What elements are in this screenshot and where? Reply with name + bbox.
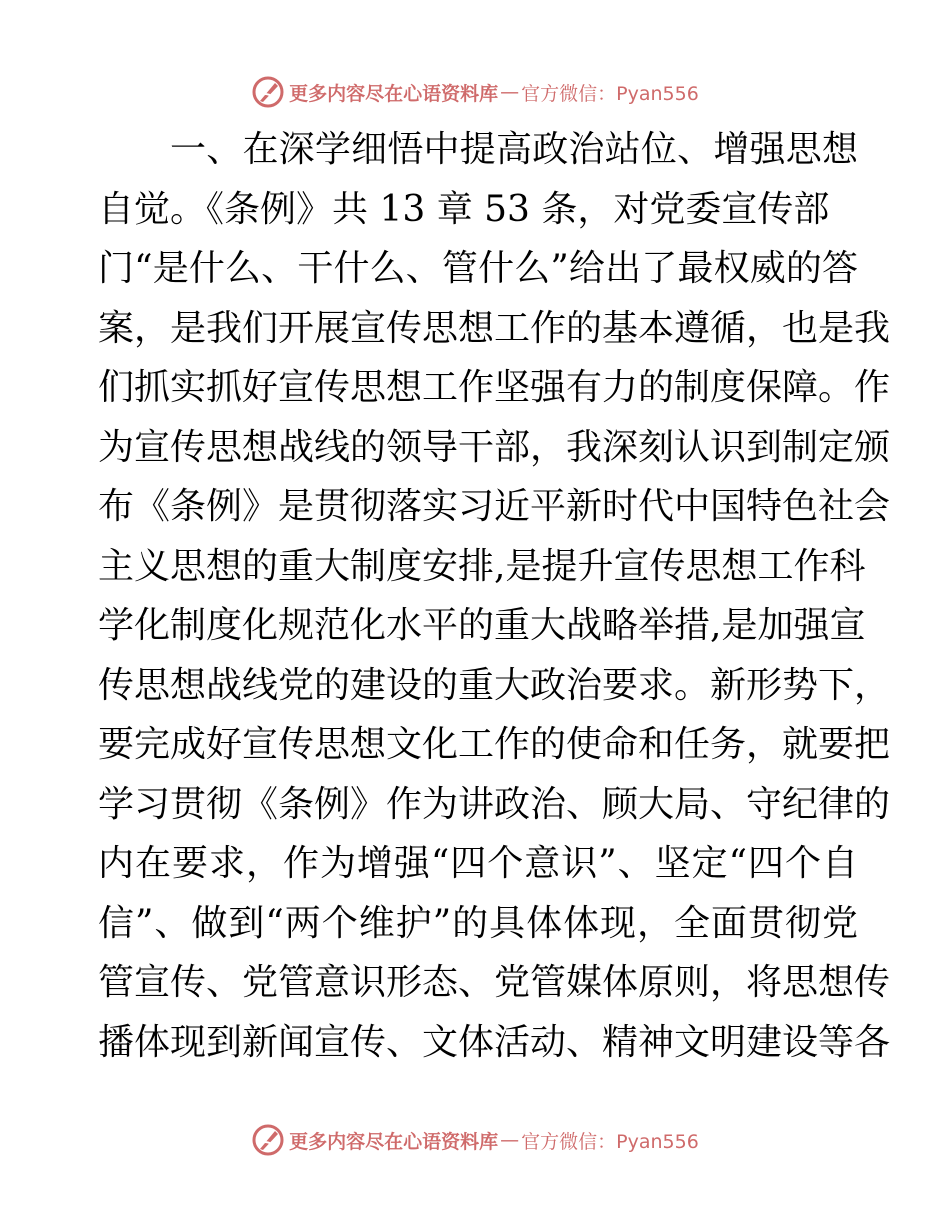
banner-dash: —: [500, 1129, 520, 1151]
body-line: 主义思想的重大制度安排,是提升宣传思想工作科: [98, 545, 866, 587]
body-line: 播体现到新闻宣传、文体活动、精神文明建设等各: [98, 1021, 891, 1063]
body-line: 们抓实抓好宣传思想工作坚强有力的制度保障。作: [98, 367, 891, 408]
banner-site-text: 更多内容尽在心语资料库: [289, 1130, 499, 1153]
banner-dash: —: [500, 81, 520, 103]
quill-circle-icon: [251, 75, 285, 109]
banner-site-text: 更多内容尽在心语资料库: [289, 82, 499, 105]
header-banner: [0, 72, 950, 112]
body-line: 门“是什么、干什么、管什么”给出了最权威的答: [98, 248, 858, 289]
body-line: 传思想战线党的建设的重大政治要求。新形势下，: [98, 664, 891, 706]
body-line: 学习贯彻《条例》作为讲政治、顾大局、守纪律的: [98, 783, 891, 825]
quill-circle-icon: [251, 1123, 285, 1157]
body-line: 要完成好宣传思想文化工作的使命和任务，就要把: [98, 724, 891, 765]
body-line: 自觉。《条例》共 13 章 53 条，对党委宣传部: [98, 188, 830, 230]
body-line: 学化制度化规范化水平的重大战略举措,是加强宣: [98, 605, 866, 646]
body-line: 为宣传思想战线的领导干部，我深刻认识到制定颁: [98, 426, 891, 468]
footer-banner: [0, 1120, 950, 1160]
document-body: [98, 120, 891, 1072]
body-line: 案，是我们开展宣传思想工作的基本遵循，也是我: [98, 307, 891, 349]
body-line: 管宣传、党管意识形态、党管媒体原则，将思想传: [98, 962, 891, 1003]
body-line: 一、在深学细悟中提高政治站位、增强思想: [170, 129, 858, 170]
banner-wechat-text: 官方微信：Pyan556: [521, 82, 699, 105]
body-line: 布《条例》是贯彻落实习近平新时代中国特色社会: [98, 486, 891, 527]
banner-wechat-text: 官方微信：Pyan556: [521, 1130, 699, 1153]
body-line: 信”、做到“两个维护”的具体体现，全面贯彻党: [98, 902, 858, 944]
body-line: 内在要求，作为增强“四个意识”、坚定“四个自: [98, 843, 858, 884]
